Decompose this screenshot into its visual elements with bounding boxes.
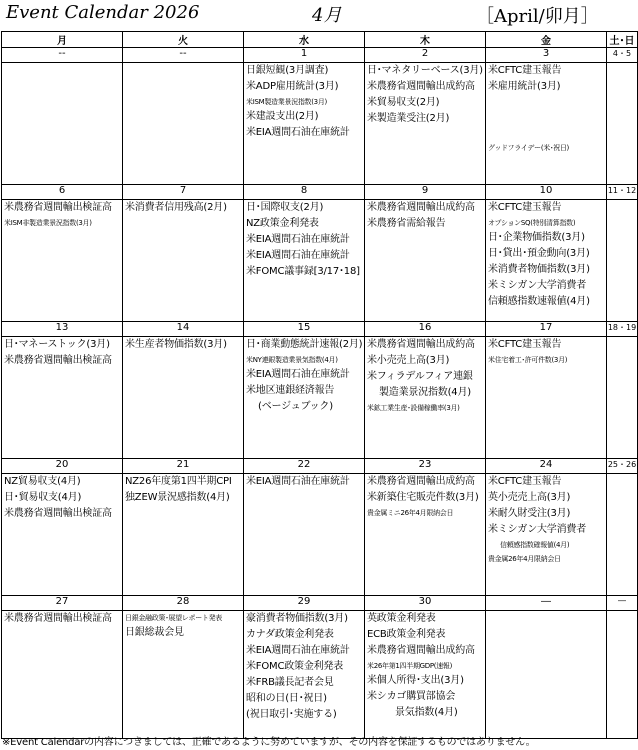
event-item: 米ISM製造業景況指数(3月) xyxy=(246,98,327,106)
day-cell xyxy=(486,337,607,459)
event-item: 米EIA週間石油在庫統計 xyxy=(246,369,350,380)
day-cell xyxy=(244,200,365,322)
week-5-events xyxy=(2,611,638,739)
event-item: 米ADP雇用統計(3月) xyxy=(246,81,339,92)
day-cell xyxy=(486,611,607,739)
day-cell xyxy=(607,200,638,322)
event-item: 米EIA週間石油在庫統計 xyxy=(246,645,350,656)
week-4-dates xyxy=(2,459,638,474)
day-cell xyxy=(123,200,244,322)
day-number: 11・12 xyxy=(607,185,638,200)
event-item: 米農務省週間輸出成約高 xyxy=(367,81,475,92)
day-number: 7 xyxy=(123,185,244,200)
event-item: 独ZEW景況感指数(4月) xyxy=(125,492,230,503)
event-item: 米貿易収支(2月) xyxy=(367,97,440,108)
event-item: 米シカゴ購買部協会 xyxy=(367,691,456,702)
day-cell xyxy=(244,63,365,185)
event-item: 昭和の日(日･祝日) xyxy=(246,693,327,704)
event-item: 日･商業動態統計速報(2月) xyxy=(246,339,363,350)
day-number: 17 xyxy=(486,322,607,337)
event-item: 英政策金利発表 xyxy=(367,613,436,624)
day-number: 29 xyxy=(244,596,365,611)
event-item: 米FRB議長記者会見 xyxy=(246,677,334,688)
event-item: 米個人所得･支出(3月) xyxy=(367,675,464,686)
weekday-mon: 月 xyxy=(2,32,123,48)
week-1-dates xyxy=(2,48,638,63)
event-item: 米地区連銀経済報告 xyxy=(246,385,335,396)
day-number: 13 xyxy=(2,322,123,337)
cell-spacer xyxy=(486,95,606,141)
event-item: 米農務省週間輸出成約高 xyxy=(367,339,475,350)
day-number: 21 xyxy=(123,459,244,474)
event-item: 米農務省週間輸出成約高 xyxy=(367,476,475,487)
day-cell xyxy=(2,474,123,596)
event-item: 米ミシガン大学消費者 xyxy=(488,280,586,291)
day-cell xyxy=(123,63,244,185)
event-item: 米CFTC建玉報告 xyxy=(488,65,562,76)
week-2-dates xyxy=(2,185,638,200)
event-item: オプションSQ(特別清算指数) xyxy=(488,219,576,227)
day-cell xyxy=(365,474,486,596)
event-item: カナダ政策金利発表 xyxy=(246,629,334,640)
day-cell xyxy=(607,337,638,459)
event-item: NZ政策金利発表 xyxy=(246,218,319,229)
event-item: 米雇用統計(3月) xyxy=(488,81,561,92)
calendar-header xyxy=(0,0,638,30)
weekday-weekend: 土･日 xyxy=(607,32,638,48)
day-cell xyxy=(607,63,638,185)
day-number: 18・19 xyxy=(607,322,638,337)
day-number: 27 xyxy=(2,596,123,611)
weekday-thu: 木 xyxy=(365,32,486,48)
event-item: 米CFTC建玉報告 xyxy=(488,476,562,487)
event-item: 米鉱工業生産･設備稼働率(3月) xyxy=(367,404,460,412)
event-item: 米住宅着工･許可件数(3月) xyxy=(488,356,568,364)
day-number: ― xyxy=(607,596,638,611)
day-cell xyxy=(123,337,244,459)
event-item: 日銀総裁会見 xyxy=(125,627,184,638)
event-item: 日銀短観(3月調査) xyxy=(246,65,329,76)
calendar-grid xyxy=(1,31,638,739)
day-cell xyxy=(2,63,123,185)
day-number: 3 xyxy=(486,48,607,63)
day-cell xyxy=(365,611,486,739)
day-cell xyxy=(486,63,607,185)
event-item: (ベージュブック) xyxy=(258,401,333,412)
event-item: 製造業景況指数(4月) xyxy=(379,387,471,398)
event-item: 米耐久財受注(3月) xyxy=(488,508,571,519)
event-item: 信頼感指数速報値(4月) xyxy=(488,296,590,307)
day-number: 16 xyxy=(365,322,486,337)
event-item: 米EIA週間石油在庫統計 xyxy=(246,476,350,487)
week-1-events xyxy=(2,63,638,185)
day-cell xyxy=(2,337,123,459)
calendar-title: Event Calendar 2026 xyxy=(6,2,200,23)
weekday-wed: 水 xyxy=(244,32,365,48)
week-2-events xyxy=(2,200,638,322)
day-number: 1 xyxy=(244,48,365,63)
day-cell xyxy=(123,611,244,739)
day-number: 9 xyxy=(365,185,486,200)
event-item: 米ISM非製造業景況指数(3月) xyxy=(4,219,92,227)
day-cell xyxy=(486,200,607,322)
month-title: 4月 xyxy=(312,5,342,26)
day-cell xyxy=(244,474,365,596)
day-number: -- xyxy=(2,48,123,63)
event-item: グッドフライデー(米･祝日) xyxy=(488,144,569,152)
event-item: 米26年第1四半期GDP(速報) xyxy=(367,662,453,670)
day-cell xyxy=(365,63,486,185)
day-cell xyxy=(244,611,365,739)
event-item: 貴金属ミニ26年4月限納会日 xyxy=(367,509,454,517)
event-item: 日･マネーストック(3月) xyxy=(4,339,110,350)
day-number: 30 xyxy=(365,596,486,611)
day-number: 2 xyxy=(365,48,486,63)
day-number: 23 xyxy=(365,459,486,474)
weekday-header-row xyxy=(2,32,638,48)
event-item: 米製造業受注(2月) xyxy=(367,113,450,124)
event-item: NZ26年度第1四半期CPI xyxy=(125,476,232,487)
event-item: 米生産者物価指数(3月) xyxy=(125,339,227,350)
day-number: -- xyxy=(123,48,244,63)
day-number: 14 xyxy=(123,322,244,337)
event-item: 米EIA週間石油在庫統計 xyxy=(246,250,350,261)
day-number: 24 xyxy=(486,459,607,474)
event-item: 米CFTC建玉報告 xyxy=(488,202,562,213)
event-item: 信頼感指数確報値(4月) xyxy=(500,541,570,549)
event-item: 日･国際収支(2月) xyxy=(246,202,324,213)
event-item: 米農務省週間輸出成約高 xyxy=(367,645,475,656)
event-item: 米農務省週間輸出検証高 xyxy=(4,508,112,519)
day-cell xyxy=(244,337,365,459)
day-cell xyxy=(365,200,486,322)
day-number: ― xyxy=(486,596,607,611)
event-item: 米農務省週間輸出検証高 xyxy=(4,202,112,213)
day-number: 4・5 xyxy=(607,48,638,63)
event-item: 米農務省週間輸出検証高 xyxy=(4,613,112,624)
day-cell xyxy=(123,474,244,596)
week-3-events xyxy=(2,337,638,459)
event-item: 米NY連銀製造業景気指数(4月) xyxy=(246,356,338,364)
day-number: 15 xyxy=(244,322,365,337)
event-item: 日･マネタリーベース(3月) xyxy=(367,65,483,76)
event-item: 日･貸出･預金動向(3月) xyxy=(488,248,590,259)
event-item: 景気指数(4月) xyxy=(395,707,458,718)
day-number: 8 xyxy=(244,185,365,200)
day-number: 20 xyxy=(2,459,123,474)
event-item: 豪消費者物価指数(3月) xyxy=(246,613,348,624)
event-item: NZ貿易収支(4月) xyxy=(4,476,81,487)
event-item: 米農務省需給報告 xyxy=(367,218,446,229)
weekday-fri: 金 xyxy=(486,32,607,48)
week-4-events xyxy=(2,474,638,596)
week-5-dates xyxy=(2,596,638,611)
day-cell xyxy=(607,474,638,596)
event-item: 日銀金融政策･展望レポート発表 xyxy=(125,614,222,622)
event-item: 日･貿易収支(4月) xyxy=(4,492,82,503)
event-item: 米農務省週間輸出検証高 xyxy=(4,355,112,366)
event-item: 米農務省週間輸出成約高 xyxy=(367,202,475,213)
event-item: 米EIA週間石油在庫統計 xyxy=(246,127,350,138)
day-cell xyxy=(486,474,607,596)
day-cell xyxy=(607,611,638,739)
event-item: (祝日取引･実施する) xyxy=(246,709,337,720)
day-cell xyxy=(2,611,123,739)
day-number: 22 xyxy=(244,459,365,474)
event-item: 貴金属26年4月限納会日 xyxy=(488,555,561,563)
event-item: 米小売売上高(3月) xyxy=(367,355,450,366)
event-item: 米FOMC議事録[3/17･18] xyxy=(246,266,360,277)
day-number: 6 xyxy=(2,185,123,200)
event-item: 米FOMC政策金利発表 xyxy=(246,661,344,672)
disclaimer: ※Event Calendarの内容につきましては、正確であるように努めていますが、その内容を保証するものではありません。 xyxy=(2,737,536,748)
month-label: ［April/卯月］ xyxy=(476,6,599,27)
event-item: 米CFTC建玉報告 xyxy=(488,339,562,350)
day-number: 28 xyxy=(123,596,244,611)
event-item: ECB政策金利発表 xyxy=(367,629,446,640)
event-item: 米消費者信用残高(2月) xyxy=(125,202,227,213)
event-item: 英小売売上高(3月) xyxy=(488,492,571,503)
event-item: 米新築住宅販売件数(3月) xyxy=(367,492,479,503)
event-item: 米フィラデルフィア連銀 xyxy=(367,371,473,382)
event-item: 米ミシガン大学消費者 xyxy=(488,524,586,535)
day-cell xyxy=(2,200,123,322)
event-item: 米EIA週間石油在庫統計 xyxy=(246,234,350,245)
day-cell xyxy=(365,337,486,459)
week-3-dates xyxy=(2,322,638,337)
event-item: 米消費者物価指数(3月) xyxy=(488,264,590,275)
day-number: 10 xyxy=(486,185,607,200)
event-item: 米建設支出(2月) xyxy=(246,111,319,122)
weekday-tue: 火 xyxy=(123,32,244,48)
event-item: 日･企業物価指数(3月) xyxy=(488,232,585,243)
day-number: 25・26 xyxy=(607,459,638,474)
